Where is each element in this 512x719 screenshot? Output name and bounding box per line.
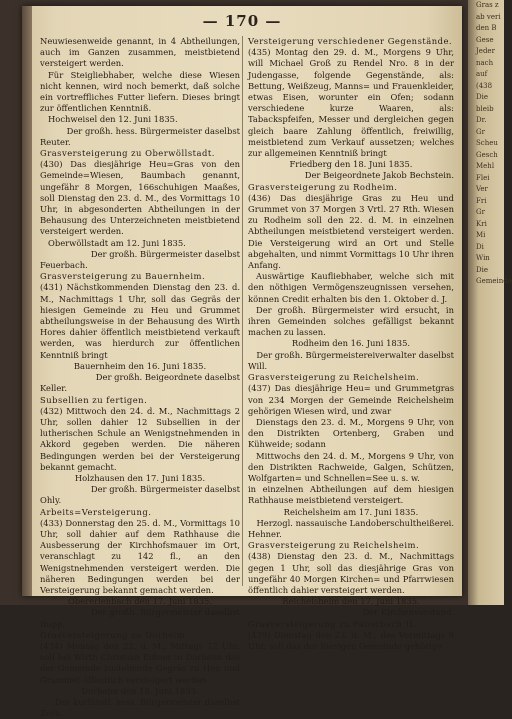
left-column-heading: Grasversteigerung zu Oberwöllstadt.: [40, 148, 215, 159]
left-column-paragraph: (431) Nächstkommenden Dienstag den 23. d. M., Nachmittags 1 Uhr, soll das Gegräs der hiesigen Gemeinde zu Heu und Grummet abtheilungsweise in der Behausung des Wirth Hores dahier öffentlich meistbietend verkauft werden, was hierdurch zur öffentlichen Kenntniß bringt: [40, 282, 240, 360]
left-column-paragraph: Der großh. Bürgermeister daselbst: [90, 607, 240, 618]
right-column-paragraph: Mittwochs den 24. d. M., Morgens 9 Uhr, von den Distrikten Rachweide, Galgen, Schützen, Wolfgarten= und Schnellen=See u. s. w.: [248, 450, 454, 483]
left-column-paragraph: Obererlenbach den 17. Juni 1835.: [67, 596, 213, 607]
book-binding-shadow: [22, 6, 32, 596]
left-column-paragraph: (433) Donnerstag den 25. d. M., Vormittags 10 Uhr, soll dahier auf dem Rathhause die Ausbesserung der Kirchhofsmauer im Ort, veranschlagt zu 142 fl., an den Wenigstnehmenden versteigert werden. Die näheren Bedingungen werden bei der Versteigerung bekannt gemacht werden.: [40, 517, 240, 595]
adjacent-page-fragment: Gr: [476, 127, 485, 136]
left-column-heading: Grasversteigerung zu Bauernheim.: [40, 271, 206, 282]
adjacent-page-fragment: Ver: [476, 185, 488, 193]
right-column-paragraph: Dienstags den 23. d. M., Morgens 9 Uhr, von den Distrikten Ortenberg, Graben und Kühweide; sodann: [248, 416, 454, 450]
left-column-paragraph: (434) Montag den 22. d. M., Mittags 12 Uhr, soll bei Wirth Christian Eißner in Dorheim das der Gemeinde zustehende Gegräs zu Heu und Grummet öffentlich versteigert werden.: [40, 640, 240, 685]
adjacent-page-fragment: ab veri: [476, 12, 501, 21]
adjacent-page-fragment: Gr: [476, 208, 485, 216]
left-column-paragraph: Holzhausen den 17. Juni 1835.: [74, 472, 206, 483]
left-column-heading: Grasversteigerung zu Dorheim.: [40, 629, 189, 640]
adjacent-page-fragment: Win: [476, 254, 490, 262]
right-column-paragraph: (439) Dienstag den 23. d. M., des Vormittags 9 Uhr, soll das der hiesigen Gemeinde gehörige: [248, 629, 454, 651]
left-column-paragraph: Der großh. Bürgermeister daselbst: [90, 484, 240, 495]
right-column-paragraph: Rodheim den 16. Juni 1835.: [291, 338, 411, 349]
book-page: [22, 6, 462, 719]
adjacent-page-fragment: Fri: [476, 196, 487, 205]
left-column-paragraph: Der großh. Bürgermeister daselbst: [90, 248, 240, 259]
adjacent-page-fragment: Dr.: [476, 116, 487, 124]
left-column-heading: Subsellien zu fertigen.: [40, 394, 148, 405]
left-column-paragraph: Dorheim den 18. Juni 1835.: [81, 685, 199, 696]
left-column-paragraph: Hochweisel den 12. Juni 1835.: [48, 114, 178, 125]
adjacent-page-fragment: Die: [476, 93, 488, 101]
left-column-heading: Arbeits=Versteigerung.: [40, 506, 152, 517]
adjacent-page-fragment: Scheu: [476, 139, 498, 147]
right-column-heading: Grasversteigerung zu Reichelsheim.: [248, 540, 420, 551]
right-column-heading: Grasversteigerung zu Fauerbach II.: [248, 618, 417, 629]
adjacent-page-edge: [468, 0, 512, 605]
left-column-paragraph: Zerb.: [40, 708, 63, 719]
right-column-paragraph: Reichelsheim am 17. Juni 1835.: [283, 506, 419, 517]
right-column-paragraph: in einzelnen Abtheilungen auf dem hiesigen Rathhause meistbietend versteigert.: [248, 484, 454, 506]
right-column-heading: Grasversteigerung zu Rodheim.: [248, 181, 398, 192]
adjacent-page-fragment: Mehl: [476, 162, 495, 170]
left-column-paragraph: Der großh. hess. Bürgermeister daselbst: [66, 125, 240, 136]
adjacent-page-fragment: Flei: [476, 173, 490, 182]
right-column-paragraph: Reichelsheim den 17. Juni 1835.: [282, 596, 420, 607]
right-column-paragraph: Friedberg den 18. Juni 1835.: [289, 159, 413, 170]
adjacent-page-fragment: bleib: [476, 104, 494, 113]
left-column-paragraph: Keller.: [40, 383, 68, 394]
left-column-paragraph: Feuerbach.: [40, 260, 88, 271]
right-column-heading: Grasversteigerung zu Reichelsheim.: [248, 372, 420, 383]
right-column-paragraph: Herzogl. nassauische Landoberschultheißerei.: [256, 517, 454, 528]
right-column-paragraph: Will.: [248, 360, 268, 371]
right-column-heading: Versteigerung verschiedener Gegenstände.: [248, 36, 453, 46]
column-divider: [242, 36, 243, 586]
left-column-paragraph: Der großh. Beigeordnete daselbst: [95, 372, 240, 383]
adjacent-page-fragment: den B: [476, 24, 497, 32]
right-column-paragraph: (438) Dienstag den 23. d. M., Nachmittags gegen 1 Uhr, soll das diesjährige Gras von ungefähr 40 Morgen Kirchen= und Pfarrwiesen öffentlich dahier versteigert werden.: [248, 551, 454, 595]
left-column-paragraph: Oberwöllstadt am 12. Juni 1835.: [48, 237, 186, 248]
adjacent-page-fragment: Gesch: [476, 150, 498, 159]
right-column-paragraph: (437) Das diesjährige Heu= und Grummetgras von 234 Morgen der Gemeinde Reichelsheim gehörigen Wiesen wird, und zwar: [248, 383, 454, 416]
left-column-paragraph: Bauernheim den 16. Juni 1835.: [73, 360, 207, 371]
right-column-paragraph: (435) Montag den 29. d. M., Morgens 9 Uhr, will Michael Groß zu Rendel Nro. 8 in der Judengasse, folgende Gegenstände, als: Bettung, Weißzeug, Manns= und Frauenkleider, etwas Eisen, worunter ein Ofen; sodann verschiedene kurze Waaren, als: Tabackspfeifen, Messer und dergleichen gegen gleich baare Zahlung öffentlich, freiwillig, meistbietend zum Verkauf aussetzen; welches zur allgemeinen Kenntniß bringt: [248, 47, 454, 159]
left-column-paragraph: Rupp.: [40, 618, 66, 629]
right-column-paragraph: (436) Das diesjährige Gras zu Heu und Grummet von 37 Morgen 3 Vrtl. 27 Rth. Wiesen zu Rodheim soll den 22. d. M. in einzelnen Abtheilungen meistbietend versteigert werden. Die Versteigerung wird an Ort und Stelle abgehalten, und nimmt Vormittags 10 Uhr ihren Anfang.: [248, 192, 454, 271]
right-column-paragraph: Hehner.: [248, 528, 282, 539]
right-column-paragraph: Der Kirchenvorstand.: [362, 607, 454, 618]
right-column-paragraph: Der großh. Bürgermeistereiverwalter daselbst: [256, 349, 454, 360]
left-text-column: [40, 36, 240, 719]
adjacent-page-fragment: Gemeinde: [476, 277, 512, 285]
adjacent-page-fragment: Kri: [476, 219, 487, 228]
left-column-paragraph: (432) Mittwoch den 24. d. M., Nachmittags 2 Uhr, sollen dahier 12 Subsellien in der lutherischen Schule an Wenigstnehmenden in Akkord gegeben werden. Die näheren Bedingungen werden bei der Versteigerung bekannt gemacht.: [40, 405, 240, 472]
adjacent-page-fragment: Gras z: [476, 1, 499, 9]
left-column-paragraph: Neuwiesenweide genannt, in 4 Abtheilungen, auch im Ganzen zusammen, meistbietend versteigert werden.: [40, 36, 240, 69]
adjacent-page-fragment: Di: [476, 242, 484, 251]
left-column-paragraph: (430) Das diesjährige Heu=Gras von den Gemeinde=Wiesen, Baumbach genannt, ungefähr 8 Morgen, 166schuhigen Maaßes, soll Dienstag den 23. d. M., des Vormittags 10 Uhr, in abgesonderten Abtheilungen in der Behausung des Unterzeichneten meistbietend versteigert werden.: [40, 159, 240, 237]
adjacent-page-fragment: auf: [476, 70, 488, 78]
left-column-paragraph: Ohly.: [40, 495, 62, 506]
adjacent-page-fragment: Jeder: [476, 47, 495, 55]
left-column-paragraph: Reuter.: [40, 136, 71, 147]
right-column-paragraph: Der Beigeordnete Jakob Bechstein.: [304, 170, 454, 181]
adjacent-page-fragment: Die: [476, 265, 488, 274]
adjacent-page-fragment: Mi: [476, 231, 486, 239]
right-column-paragraph: Auswärtige Kaufliebhaber, welche sich mit den nöthigen Vermögenszeugnissen versehen, können Credit erhalten bis den 1. Oktober d. J.: [248, 271, 454, 304]
adjacent-page-fragment: (438: [476, 81, 493, 90]
right-text-column: [248, 36, 454, 652]
adjacent-page-fragment: nach: [476, 58, 494, 67]
right-column-paragraph: Der großh. Bürgermeister wird ersucht, in ihren Gemeinden solches gefälligst bekannt machen zu lassen.: [248, 304, 454, 338]
left-column-paragraph: Der kurfürstl. hess. Bürgermeister daselbst: [54, 696, 240, 707]
page-number: — 170 —: [202, 12, 282, 30]
adjacent-page-fragment: Gese: [476, 35, 494, 44]
left-column-paragraph: Für Steigliebhaber, welche diese Wiesen nicht kennen, wird noch bemerkt, daß solche ein vortreffliches Futter liefern. Dieses bringt zur öffentlichen Kenntniß.: [40, 69, 240, 114]
